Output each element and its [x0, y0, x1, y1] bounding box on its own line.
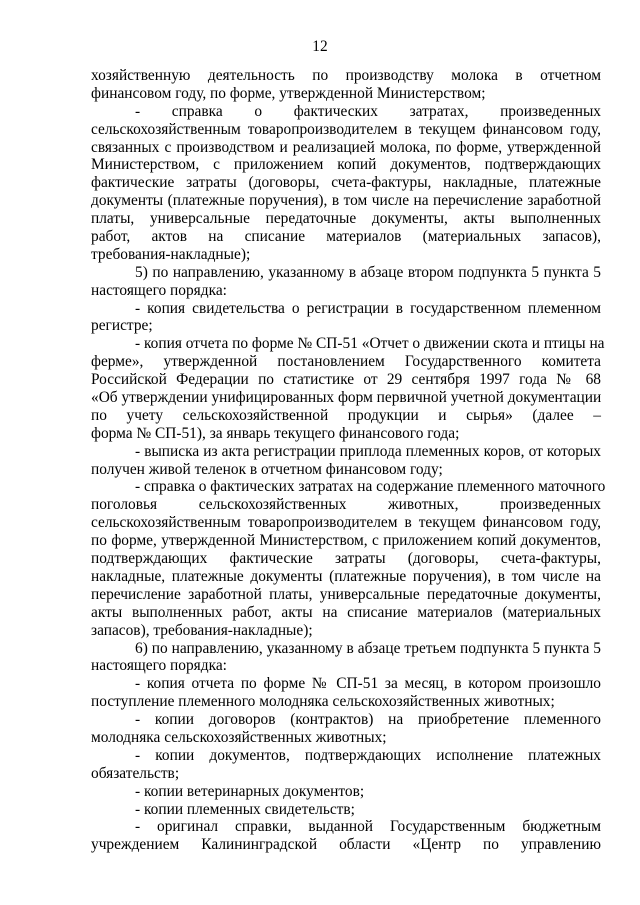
text-line: обязательств;: [91, 764, 180, 782]
text-line: - копии племенных свидетельств;: [135, 800, 355, 818]
text-line: - выписка из акта регистрации приплода племенных коров, от которых: [135, 442, 601, 460]
text-line: запасов), требования-накладные);: [91, 621, 313, 639]
text-line: - копия отчета по форме № СП-51 «Отчет о движении скота и птицы на: [135, 335, 605, 353]
text-line: связанных с производством и реализацией молока, по форме, утвержденной: [91, 138, 601, 156]
text-line: по учету сельскохозяйственной продукции и сырья» (далее –: [91, 406, 601, 424]
document-body: [91, 67, 606, 854]
text-line: - копия свидетельства о регистрации в государственном племенном: [135, 299, 601, 317]
text-line: молодняка сельскохозяйственных животных;: [91, 728, 387, 746]
text-line: получен живой теленок в отчетном финансовом году;: [91, 460, 443, 478]
text-line: настоящего порядка:: [91, 657, 227, 675]
text-line: форма № СП-51), за январь текущего финансового года;: [91, 424, 460, 442]
text-line: накладные, платежные документы (платежные поручения), в том числе на: [91, 567, 601, 585]
text-line: Министерством, с приложением копий документов, подтверждающих: [91, 156, 601, 174]
text-line: регистре;: [91, 317, 153, 335]
text-line: ферме», утвержденной постановлением Государственного комитета: [91, 353, 601, 371]
text-line: Российской Федерации по статистике от 29 сентября 1997 года № 68: [91, 371, 601, 389]
text-line: учреждением Калининградской области «Центр по управлению: [91, 836, 601, 854]
text-line: перечисление заработной платы, универсальные передаточные документы,: [91, 585, 601, 603]
text-line: сельскохозяйственным товаропроизводителем в текущем финансовом году,: [91, 120, 601, 138]
text-line: акты выполненных работ, акты на списание материалов (материальных: [91, 603, 601, 621]
text-line: 6) по направлению, указанному в абзаце третьем подпункта 5 пункта 5: [135, 639, 601, 657]
text-line: платы, универсальные передаточные документы, акты выполненных: [91, 210, 601, 228]
text-line: подтверждающих фактические затраты (договоры, счета-фактуры,: [91, 550, 601, 568]
text-line: - оригинал справки, выданной Государственным бюджетным: [135, 818, 601, 836]
text-line: сельскохозяйственным товаропроизводителем в текущем финансовом году,: [91, 514, 601, 532]
text-line: «Об утверждении унифицированных форм первичной учетной документации: [91, 389, 602, 407]
text-line: - копия отчета по форме № СП-51 за месяц, в котором произошло: [135, 675, 601, 693]
text-line: настоящего порядка:: [91, 281, 227, 299]
text-line: поголовья сельскохозяйственных животных, произведенных: [91, 496, 601, 514]
text-line: - справка о фактических затратах на содержание племенного маточного: [135, 478, 606, 496]
text-line: хозяйственную деятельность по производству молока в отчетном: [91, 67, 601, 84]
text-line: - копии документов, подтверждающих исполнение платежных: [135, 746, 601, 764]
text-line: поступление племенного молодняка сельскохозяйственных животных;: [91, 693, 555, 711]
text-line: 5) по направлению, указанному в абзаце втором подпункта 5 пункта 5: [135, 263, 601, 281]
text-line: финансовом году, по форме, утвержденной Министерством;: [91, 84, 486, 102]
text-line: - справка о фактических затратах, произведенных: [135, 102, 601, 120]
text-line: - копии договоров (контрактов) на приобретение племенного: [135, 711, 601, 729]
text-line: - копии ветеринарных документов;: [135, 782, 365, 800]
text-line: документы (платежные поручения), в том числе на перечисление заработной: [91, 192, 601, 210]
text-line: требования-накладные);: [91, 245, 251, 263]
text-line: работ, актов на списание материалов (материальных запасов),: [91, 228, 601, 246]
page-number: 12: [312, 38, 328, 55]
text-line: фактические затраты (договоры, счета-фактуры, накладные, платежные: [91, 174, 601, 192]
text-line: по форме, утвержденной Министерством, с приложением копий документов,: [91, 532, 601, 550]
